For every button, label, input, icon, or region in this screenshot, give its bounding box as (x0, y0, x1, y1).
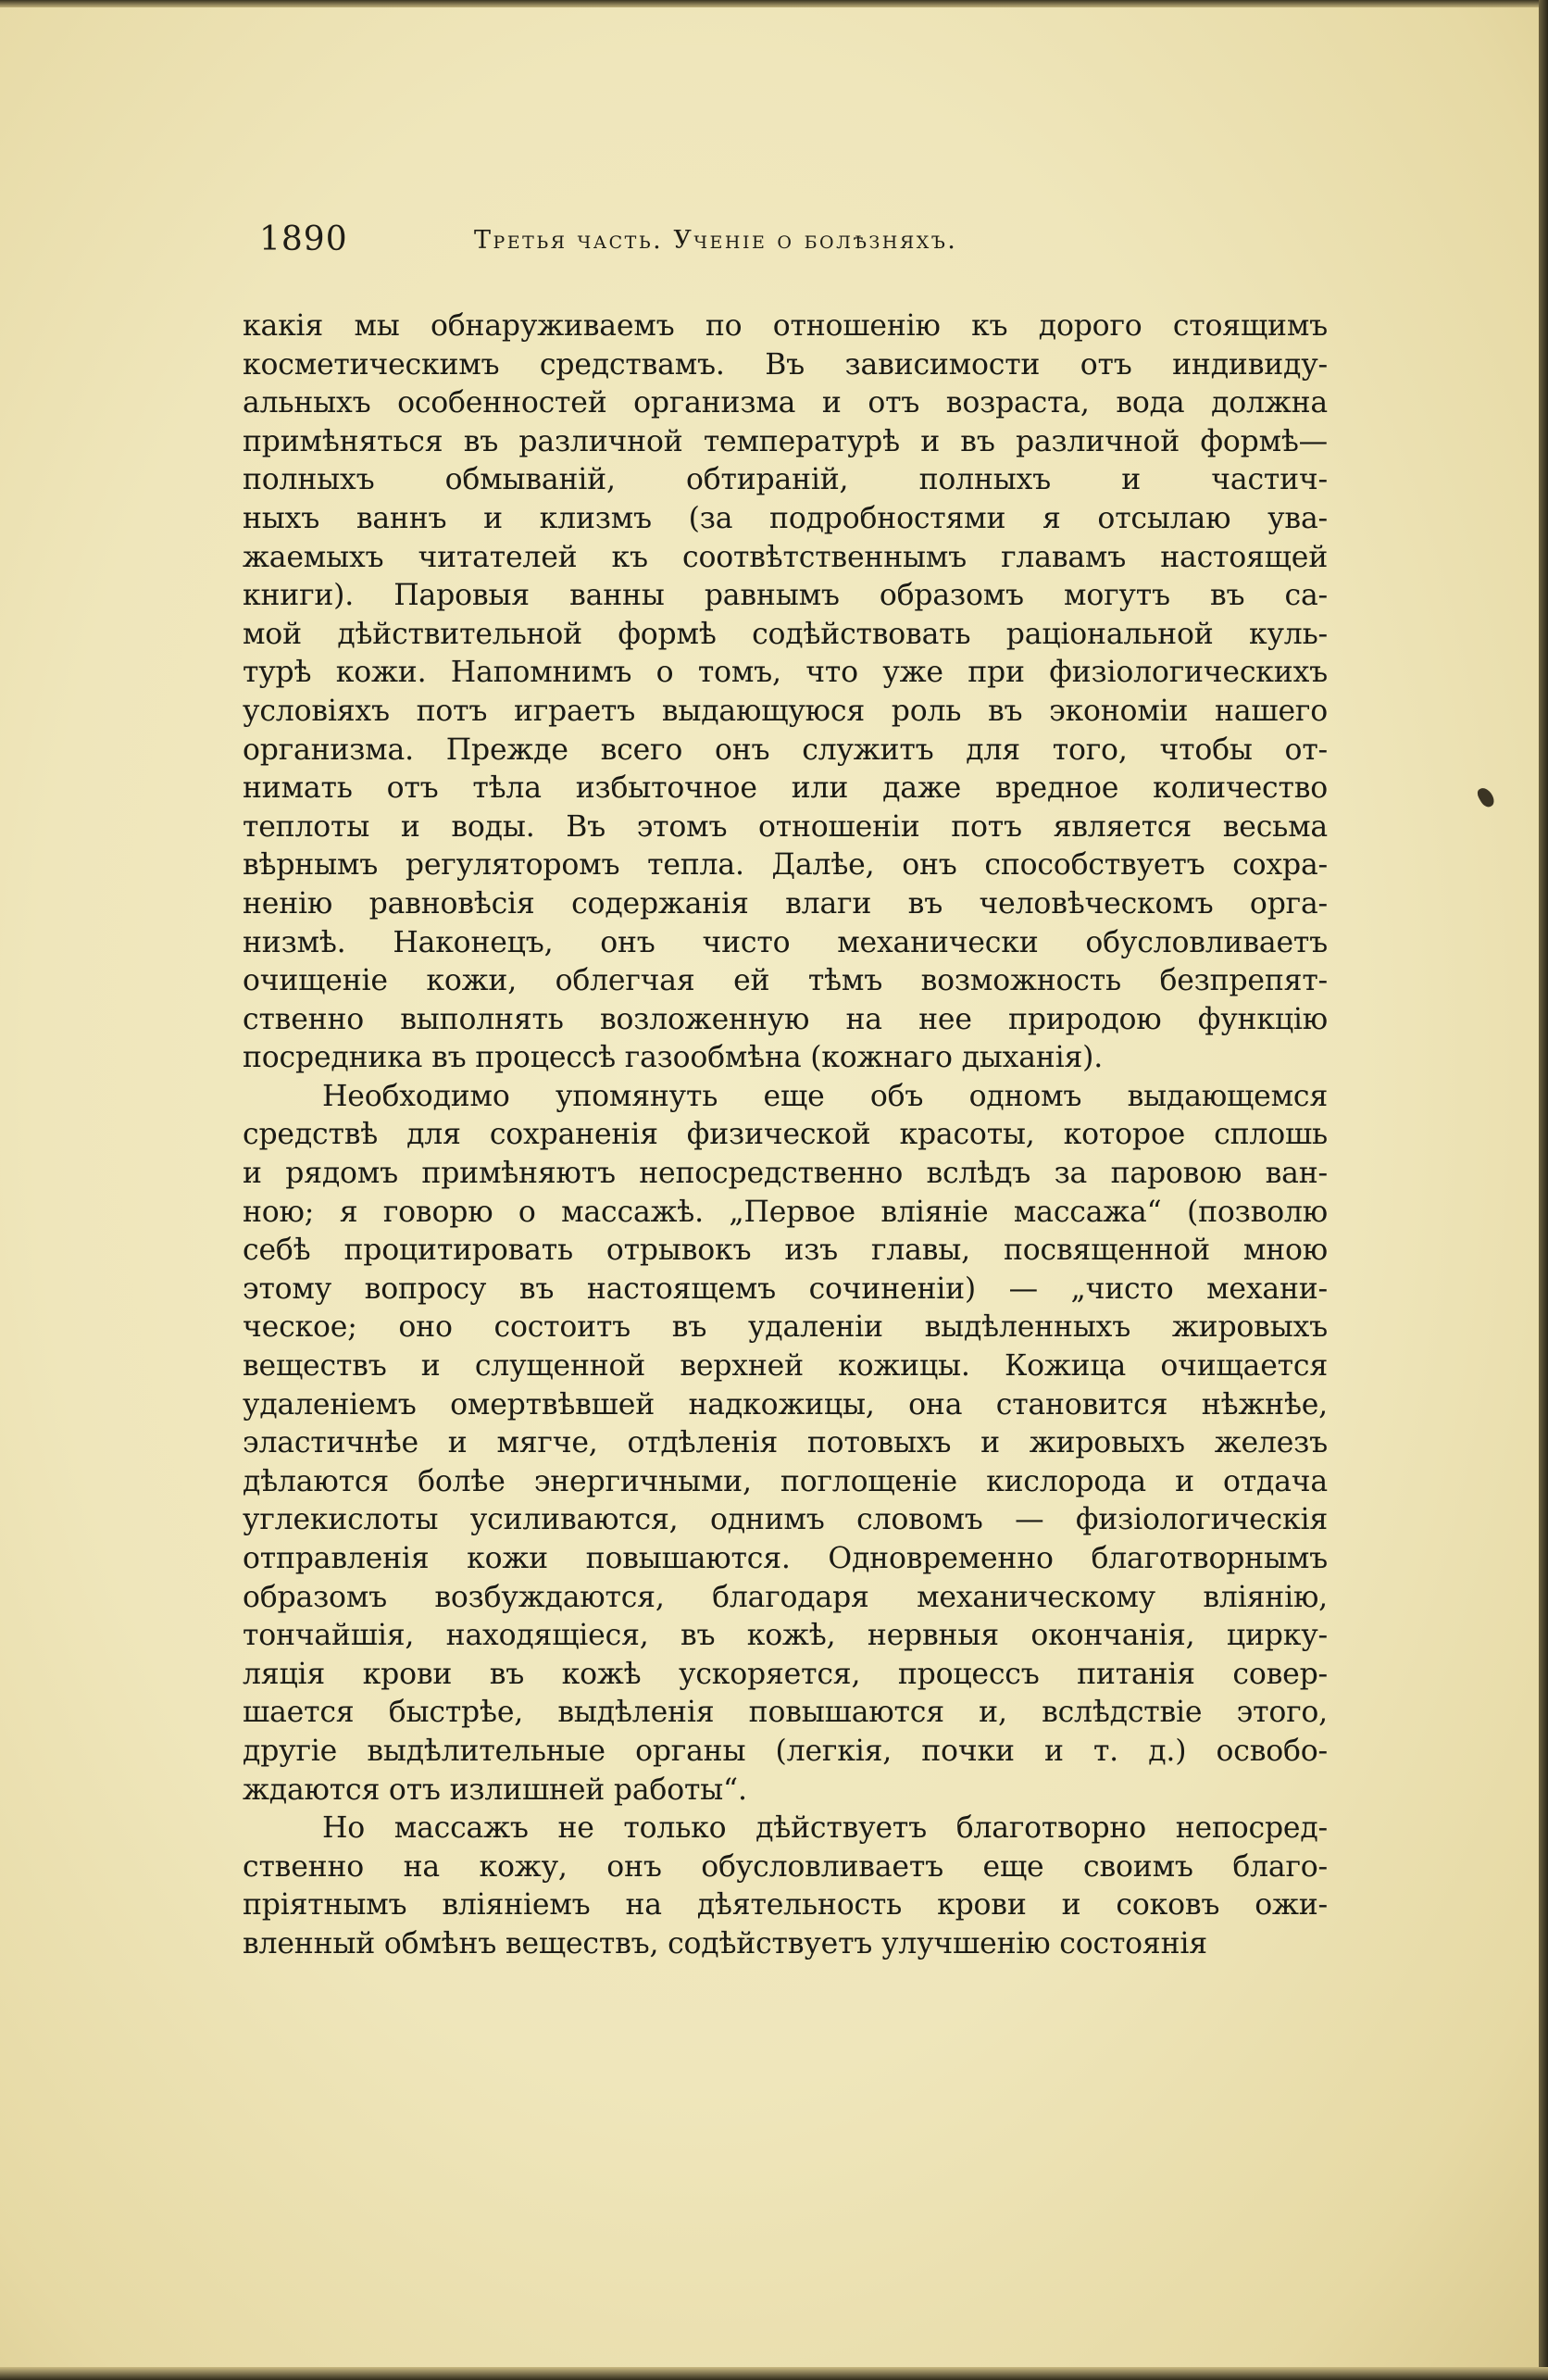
text-line: ныхъ ваннъ и клизмъ (за подробностями я отсылаю ува- (243, 501, 1328, 535)
text-line: косметическимъ средствамъ. Въ зависимости отъ индивиду- (243, 347, 1328, 382)
text-line: условіяхъ потъ играетъ выдающуюся роль въ экономіи нашего (243, 694, 1328, 728)
text-line: эластичнѣе и мягче, отдѣленія потовыхъ и жировыхъ железъ (243, 1426, 1328, 1460)
text-line: организма. Прежде всего онъ служитъ для того, чтобы от- (243, 733, 1328, 767)
text-line: полныхъ обмываній, обтираній, полныхъ и частич- (243, 463, 1328, 497)
text-line: ственно выполнять возложенную на нее природою функцію (243, 1002, 1328, 1036)
text-line: мой дѣйствительной формѣ содѣйствовать раціональной куль- (243, 617, 1328, 651)
paragraph (243, 307, 1328, 1078)
text-line: отправленія кожи повышаются. Одновременно благотворнымъ (243, 1542, 1328, 1575)
page-bottom-edge (0, 2367, 1548, 2380)
text-line: образомъ возбуждаются, благодаря механическому вліянію, (243, 1580, 1328, 1614)
page-top-edge (0, 0, 1548, 7)
text-line: альныхъ особенностей организма и отъ возраста, вода должна (243, 386, 1328, 420)
page-right-edge (1539, 0, 1548, 2380)
text-line: ческое; оно состоитъ въ удаленіи выдѣленныхъ жировыхъ (243, 1310, 1328, 1345)
running-head: Третья часть. Ученіе о болѣзняхъ. (474, 226, 958, 255)
text-line: примѣняться въ различной температурѣ и въ различной формѣ— (243, 424, 1328, 458)
text-line: Необходимо упомянуть еще объ одномъ выдающемся (322, 1079, 1328, 1113)
text-line: пріятнымъ вліяніемъ на дѣятельность крови и соковъ ожи- (243, 1888, 1328, 1923)
text-line: жаемыхъ читателей къ соотвѣтственнымъ главамъ настоящей (243, 540, 1328, 574)
text-line: нимать отъ тѣла избыточное или даже вредное количество (243, 771, 1328, 806)
text-line: тончайшія, находящіеся, въ кожѣ, нервныя окончанія, цирку- (243, 1619, 1328, 1653)
body-text (243, 307, 1328, 1964)
text-line: теплоты и воды. Въ этомъ отношеніи потъ является весьма (243, 809, 1328, 844)
text-line: веществъ и слущенной верхней кожицы. Кожица очищается (243, 1349, 1328, 1384)
text-line: Но массажъ не только дѣйствуетъ благотворно непосред- (322, 1811, 1328, 1846)
text-line: вѣрнымъ регуляторомъ тепла. Далѣе, онъ способствуетъ сохра- (243, 848, 1328, 883)
text-line: низмѣ. Наконецъ, онъ чисто механически обусловливаетъ (243, 925, 1328, 959)
text-line: ственно на кожу, онъ обусловливаетъ еще своимъ благо- (243, 1849, 1328, 1884)
text-line: очищеніе кожи, облегчая ей тѣмъ возможность безпрепят- (243, 964, 1328, 998)
text-line: дѣлаются болѣе энергичными, поглощеніе кислорода и отдача (243, 1464, 1328, 1498)
text-line: удаленіемъ омертвѣвшей надкожицы, она становится нѣжнѣе, (243, 1387, 1328, 1422)
text-line: ненію равновѣсія содержанія влаги въ человѣческомъ орга- (243, 886, 1328, 921)
text-line: средствѣ для сохраненія физической красоты, которое сплошь (243, 1118, 1328, 1152)
text-line: другіе выдѣлительные органы (легкія, почки и т. д.) освобо- (243, 1734, 1328, 1768)
page-number: 1890 (259, 220, 348, 258)
text-line: книги). Паровыя ванны равнымъ образомъ могутъ въ са- (243, 579, 1328, 613)
text-line: углекислоты усиливаются, однимъ словомъ — физіологическія (243, 1503, 1328, 1537)
text-line: себѣ процитировать отрывокъ изъ главы, посвященной мною (243, 1234, 1328, 1268)
text-line: ждаются отъ излишней работы“. (243, 1772, 747, 1807)
text-line: этому вопросу въ настоящемъ сочиненіи) — „чисто механи- (243, 1271, 1328, 1306)
text-line: ляція крови въ кожѣ ускоряется, процессъ питанія совер- (243, 1657, 1328, 1691)
text-line: какія мы обнаруживаемъ по отношенію къ дорого стоящимъ (243, 309, 1328, 343)
text-line: ною; я говорю о массажѣ. „Первое вліяніе массажа“ (позволю (243, 1195, 1328, 1229)
ink-speck (1475, 785, 1496, 809)
text-line: турѣ кожи. Напомнимъ о томъ, что уже при физіологическихъ (243, 656, 1328, 690)
text-line: и рядомъ примѣняютъ непосредственно вслѣдъ за паровою ван- (243, 1157, 1328, 1191)
text-line: вленный обмѣнъ веществъ, содѣйствуетъ улучшенію состоянія (243, 1926, 1207, 1960)
page-header (243, 220, 1335, 267)
text-line: посредника въ процессѣ газообмѣна (кожнаго дыханія). (243, 1041, 1104, 1075)
text-line: шается быстрѣе, выдѣленія повышаются и, вслѣдствіе этого, (243, 1696, 1328, 1730)
paragraph (243, 1810, 1328, 1963)
paragraph (243, 1078, 1328, 1810)
